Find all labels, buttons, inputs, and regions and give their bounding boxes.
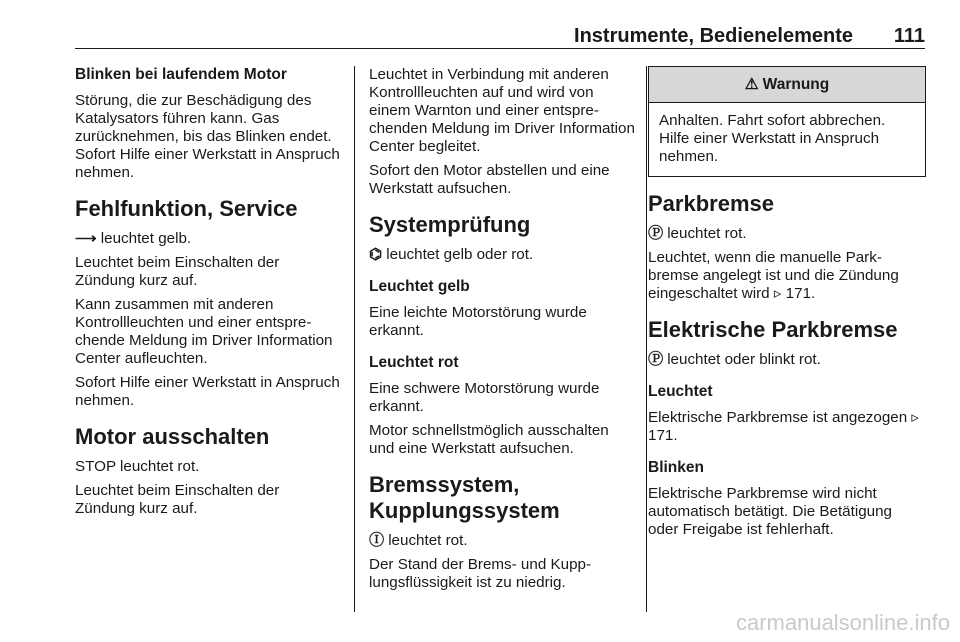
service-p3: Sofort Hilfe einer Werkstatt in Anspruch nehmen. xyxy=(75,374,340,409)
blink-heading: Blinken bei laufendem Motor xyxy=(75,66,287,83)
brake-text: Der Stand der Brems- und Kupplungsflüssigkeit ist zu niedrig. xyxy=(369,556,592,591)
motor-p3: Sofort den Motor abstellen und eine Werkstatt aufsuchen. xyxy=(369,162,610,197)
column-left xyxy=(75,66,343,524)
page-header xyxy=(75,25,925,47)
arrow-icon-2: ▹ xyxy=(911,409,920,426)
motor-p2: Leuchtet in Verbindung mit anderen Kontrollleuchten auf und wird von einem Warnton und einer entsprechenden Meldung im Driver Information Center begleitet. xyxy=(369,66,635,155)
brake-line: Ⓘ leuchtet rot. xyxy=(369,532,468,549)
column-right xyxy=(648,66,926,545)
section-title: Instrumente, Bedienelemente xyxy=(574,25,853,47)
system-heading: Systemprüfung xyxy=(369,212,531,237)
service-p2: Kann zusammen mit anderen Kontrollleuchten und einer entsprechende Meldung im Driver Information Center aufleuchten. xyxy=(75,296,333,367)
service-heading: Fehlfunktion, Service xyxy=(75,196,298,221)
arrow-icon: ▹ xyxy=(773,285,782,302)
epark-heading: Elektrische Parkbremse xyxy=(648,317,898,342)
column-middle xyxy=(369,66,635,598)
lit-text: Elektrische Parkbremse ist angezogen ▹ 171. xyxy=(648,409,920,444)
motor-heading: Motor ausschalten xyxy=(75,424,270,449)
red-heading: Leuchtet rot xyxy=(369,354,459,371)
page-number: 111 xyxy=(893,25,925,47)
motor-line: STOP leuchtet rot. xyxy=(75,458,200,475)
watermark: carmanualsonline.info xyxy=(735,610,950,635)
motor-p1: Leuchtet beim Einschalten der Zündung kurz auf. xyxy=(75,482,280,517)
park-text: Leuchtet, wenn die manuelle Parkbremse angelegt ist und die Zündung eingeschaltet wird ▹ 171. xyxy=(648,249,899,302)
red-text1: Eine schwere Motorstörung wurde erkannt. xyxy=(369,380,600,415)
header-divider xyxy=(75,48,925,49)
epark-blink-heading: Blinken xyxy=(648,459,704,476)
yellow-text: Eine leichte Motorstörung wurde erkannt. xyxy=(369,304,587,339)
yellow-heading: Leuchtet gelb xyxy=(369,278,470,295)
warning-text: Anhalten. Fahrt sofort abbrechen. Hilfe einer Werkstatt in Anspruch nehmen. xyxy=(659,112,886,165)
lit-heading: Leuchtet xyxy=(648,383,713,400)
warning-box xyxy=(648,66,926,177)
brake-icon: Ⓘ xyxy=(369,532,385,549)
parking-brake-icon-2: Ⓟ xyxy=(648,351,664,368)
service-line: ⟶ leuchtet gelb. xyxy=(75,230,192,247)
brake-heading: Bremssystem, Kupplungssystem xyxy=(369,472,560,523)
warning-icon: ⚠ xyxy=(744,76,759,93)
park-line: Ⓟ leuchtet rot. xyxy=(648,225,747,242)
engine-icon: ⌬ xyxy=(369,246,383,263)
red-text2: Motor schnellstmöglich ausschalten und eine Werkstatt aufsuchen. xyxy=(369,422,609,457)
warning-title: Warnung xyxy=(762,76,830,93)
blink-text: Störung, die zur Beschädigung des Katalysators führen kann. Gas zurücknehmen, bis das Blinken endet. Sofort Hilfe einer Werkstatt in Anspruch nehmen. xyxy=(75,92,340,181)
system-line: ⌬ leuchtet gelb oder rot. xyxy=(369,246,534,263)
wrench-icon: ⟶ xyxy=(75,230,97,247)
epark-line: Ⓟ leuchtet oder blinkt rot. xyxy=(648,351,821,368)
warning-header xyxy=(649,67,925,103)
park-heading: Parkbremse xyxy=(648,191,774,216)
column-divider xyxy=(354,66,355,612)
service-p1: Leuchtet beim Einschalten der Zündung kurz auf. xyxy=(75,254,280,289)
parking-brake-icon: Ⓟ xyxy=(648,225,664,242)
column-divider-2 xyxy=(646,66,647,612)
epark-blink-text: Elektrische Parkbremse wird nicht automatisch betätigt. Die Betätigung oder Freigabe ist fehlerhaft. xyxy=(648,485,892,538)
